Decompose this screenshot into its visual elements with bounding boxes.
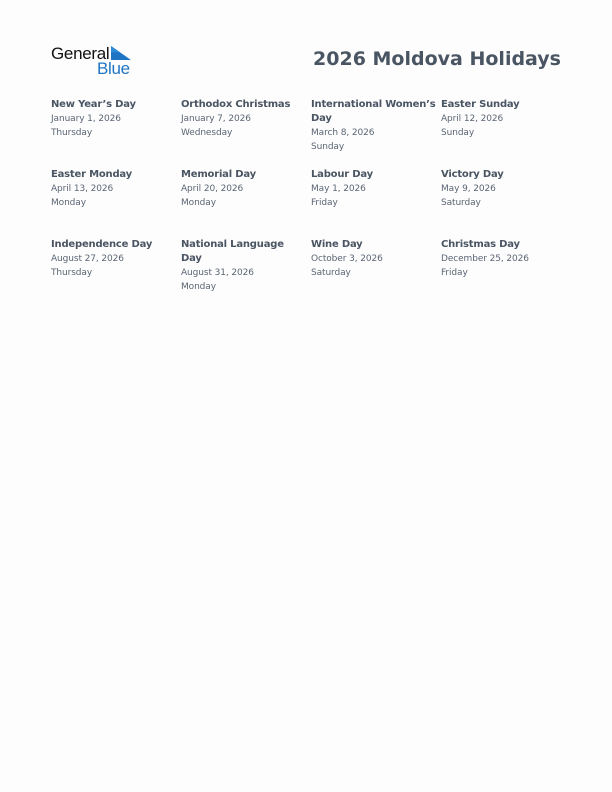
holiday-date: May 9, 2026 xyxy=(441,184,496,194)
holiday-name: Memorial Day xyxy=(181,169,256,180)
holiday-weekday: Sunday xyxy=(441,128,475,138)
holiday-item xyxy=(51,168,177,210)
holiday-name: Labour Day xyxy=(311,169,373,180)
holiday-weekday: Monday xyxy=(181,282,216,292)
holiday-item xyxy=(311,168,437,210)
logo-text-blue: Blue xyxy=(97,59,130,78)
logo-text-general: General xyxy=(51,44,110,63)
holiday-name: Christmas Day xyxy=(441,239,520,250)
holiday-item xyxy=(441,98,567,140)
holiday-date: March 8, 2026 xyxy=(311,128,375,138)
holiday-date: April 20, 2026 xyxy=(181,184,244,194)
holiday-name: Independence Day xyxy=(51,239,153,250)
holiday-date: April 12, 2026 xyxy=(441,114,504,124)
holiday-date: August 31, 2026 xyxy=(181,268,254,278)
holiday-item xyxy=(181,168,307,210)
holiday-name: National Language Day xyxy=(181,239,284,264)
holiday-item xyxy=(51,238,177,280)
holiday-weekday: Thursday xyxy=(51,128,93,138)
holiday-weekday: Friday xyxy=(311,198,338,208)
holiday-date: December 25, 2026 xyxy=(441,254,529,264)
holiday-weekday: Saturday xyxy=(311,268,351,278)
holiday-item xyxy=(51,98,177,140)
page-title: 2026 Moldova Holidays xyxy=(313,48,561,70)
holiday-date: May 1, 2026 xyxy=(311,184,366,194)
holiday-item xyxy=(441,238,567,280)
holiday-date: January 1, 2026 xyxy=(51,114,121,124)
holiday-date: August 27, 2026 xyxy=(51,254,124,264)
holiday-name: Wine Day xyxy=(311,239,363,250)
holiday-date: January 7, 2026 xyxy=(181,114,251,124)
holiday-name: International Women’s Day xyxy=(311,99,436,124)
holiday-weekday: Friday xyxy=(441,268,468,278)
holiday-item xyxy=(181,98,307,140)
holiday-date: October 3, 2026 xyxy=(311,254,383,264)
holiday-weekday: Saturday xyxy=(441,198,481,208)
holiday-item xyxy=(311,238,437,280)
holiday-weekday: Monday xyxy=(181,198,216,208)
holiday-name: Victory Day xyxy=(441,169,504,180)
holiday-weekday: Monday xyxy=(51,198,86,208)
holiday-item xyxy=(311,98,437,154)
holiday-item xyxy=(441,168,567,210)
holiday-name: Easter Monday xyxy=(51,169,132,180)
holiday-weekday: Thursday xyxy=(51,268,93,278)
holiday-item xyxy=(181,238,307,294)
holiday-date: April 13, 2026 xyxy=(51,184,114,194)
holiday-weekday: Wednesday xyxy=(181,128,233,138)
holiday-name: Orthodox Christmas xyxy=(181,99,291,110)
holiday-name: New Year’s Day xyxy=(51,99,136,110)
generalblue-logo xyxy=(51,44,141,80)
holiday-weekday: Sunday xyxy=(311,142,345,152)
holiday-name: Easter Sunday xyxy=(441,99,520,110)
